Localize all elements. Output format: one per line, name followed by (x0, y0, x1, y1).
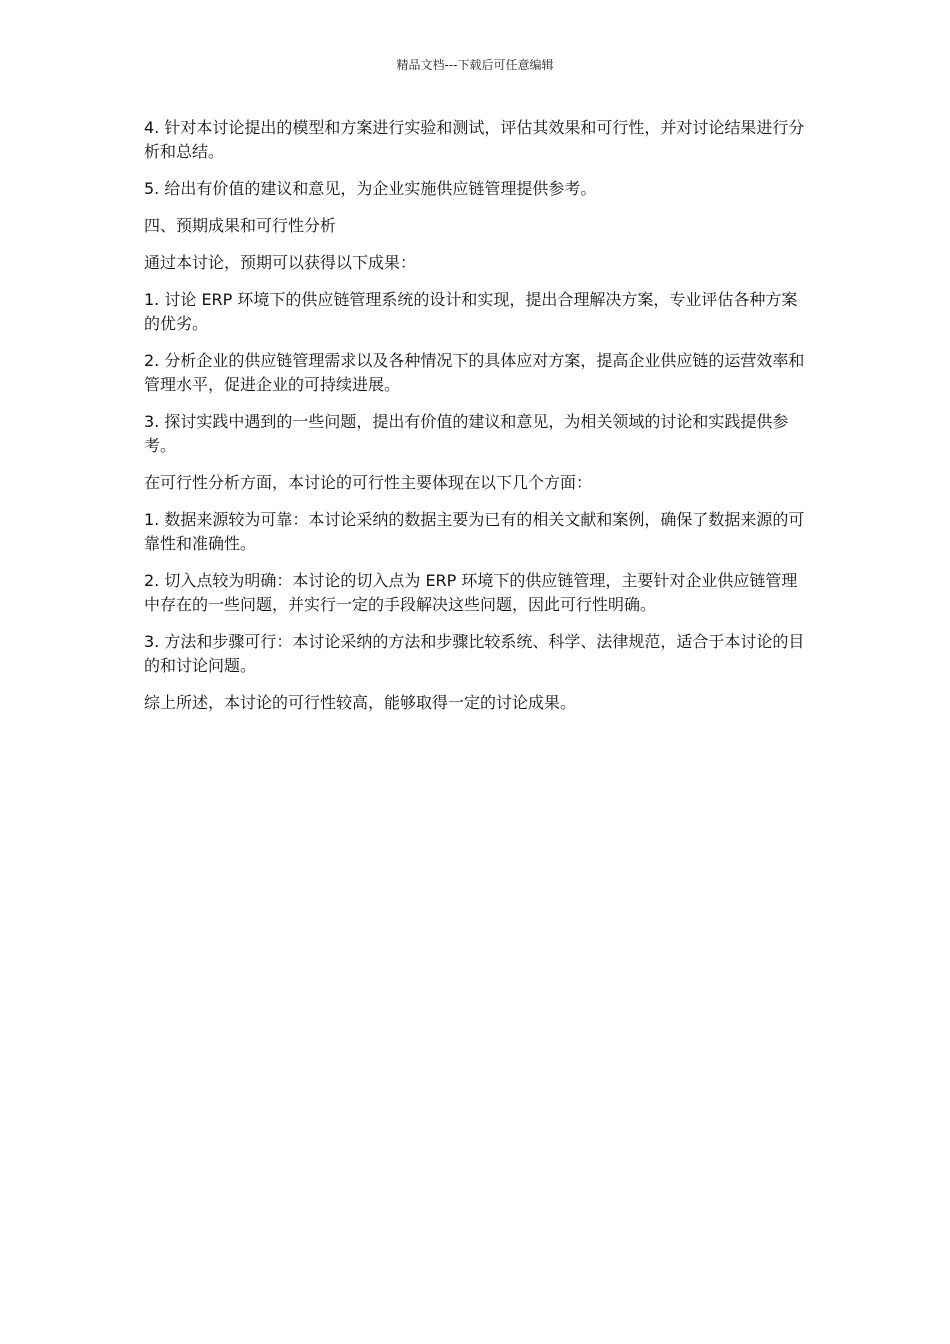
section-heading: 四、预期成果和可行性分析 (144, 216, 337, 235)
feasibility-item-2: 2. 切入点较为明确：本讨论的切入点为 ERP 环境下的供应链管理，主要针对企业供应链管理中存在的一些问题，并实行一定的手段解决这些问题，因此可行性明确。 (144, 571, 798, 614)
conclusion-paragraph: 综上所述，本讨论的可行性较高，能够取得一定的讨论成果。 (144, 693, 577, 712)
outcome-item-2: 2. 分析企业的供应链管理需求以及各种情况下的具体应对方案，提高企业供应链的运营效率和管理水平，促进企业的可持续进展。 (144, 351, 805, 394)
paragraph-intro: 通过本讨论，预期可以获得以下成果： (144, 253, 417, 272)
paragraph-item-5: 5. 给出有价值的建议和意见，为企业实施供应链管理提供参考。 (144, 179, 597, 198)
document-body (144, 116, 808, 728)
feasibility-item-1: 1. 数据来源较为可靠：本讨论采纳的数据主要为已有的相关文献和案例，确保了数据来源的可靠性和准确性。 (144, 510, 805, 553)
outcome-item-1: 1. 讨论 ERP 环境下的供应链管理系统的设计和实现，提出合理解决方案，专业评估各种方案的优劣。 (144, 290, 798, 333)
outcome-item-3: 3. 探讨实践中遇到的一些问题，提出有价值的建议和意见，为相关领域的讨论和实践提供参考。 (144, 412, 789, 455)
feasibility-intro: 在可行性分析方面，本讨论的可行性主要体现在以下几个方面： (144, 473, 593, 492)
feasibility-item-3: 3. 方法和步骤可行：本讨论采纳的方法和步骤比较系统、科学、法律规范，适合于本讨论的目的和讨论问题。 (144, 632, 805, 675)
paragraph-item-4: 4. 针对本讨论提出的模型和方案进行实验和测试，评估其效果和可行性，并对讨论结果进行分析和总结。 (144, 118, 805, 161)
page-header: 精品文档---下载后可任意编辑 (396, 58, 554, 72)
